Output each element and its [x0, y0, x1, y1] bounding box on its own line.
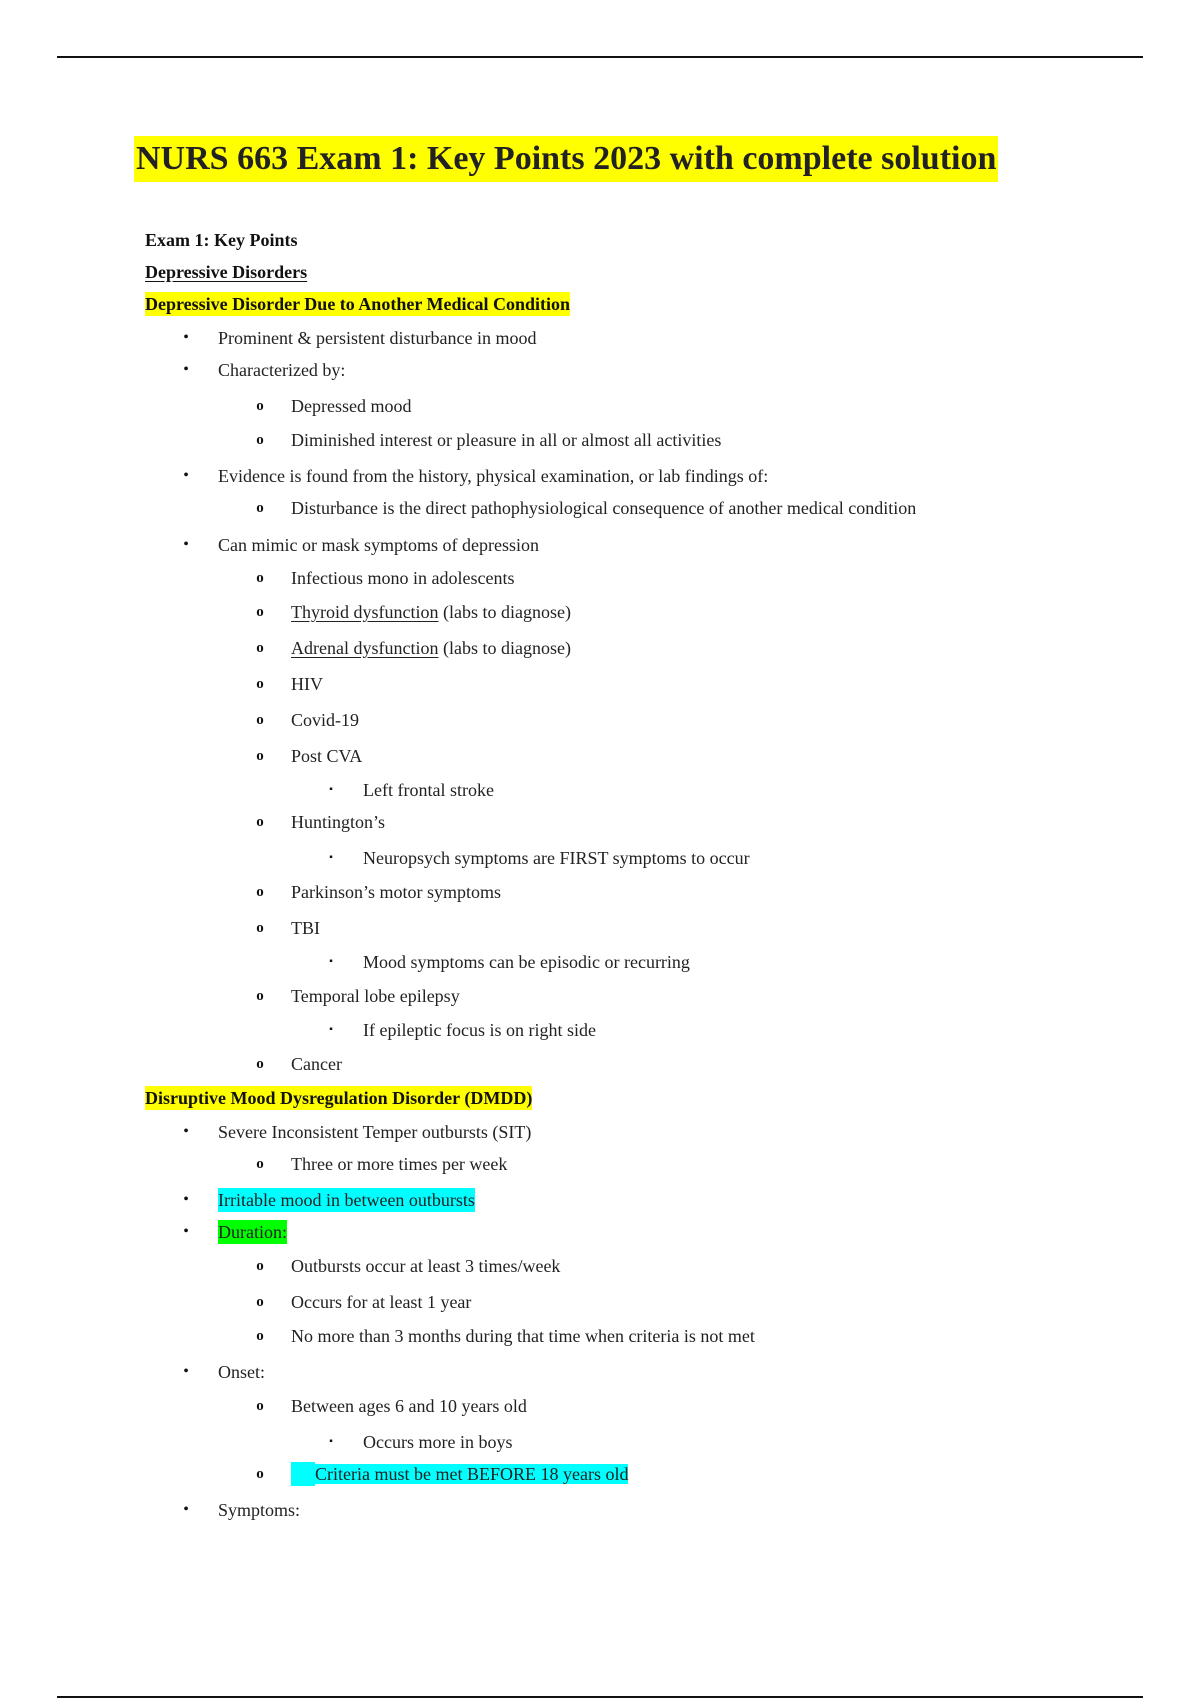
square-marker: ▪	[329, 784, 333, 795]
circle-marker: o	[256, 1156, 264, 1172]
circle-marker: o	[256, 1056, 264, 1072]
circle-marker: o	[256, 748, 264, 764]
square-marker: ▪	[329, 956, 333, 967]
circle-marker: o	[256, 500, 264, 516]
square-marker: ▪	[329, 1024, 333, 1035]
bullet-marker: •	[183, 361, 189, 378]
top-rule	[57, 56, 1143, 58]
highlighted-text: Irritable mood in between outbursts	[218, 1190, 475, 1210]
subsection-heading: Depressive Disorder Due to Another Medical Condition	[145, 294, 570, 314]
bullet-marker: •	[183, 1123, 189, 1140]
circle-marker: o	[256, 570, 264, 586]
circle-marker: o	[256, 1398, 264, 1414]
bullet-marker: •	[183, 1223, 189, 1240]
circle-marker: o	[256, 1294, 264, 1310]
subsection-heading: Disruptive Mood Dysregulation Disorder (DMDD)	[145, 1088, 533, 1108]
circle-marker: o	[256, 1258, 264, 1274]
bullet-marker: •	[183, 1191, 189, 1208]
square-marker: ▪	[329, 1436, 333, 1447]
section-heading: Depressive Disorders	[145, 262, 308, 282]
circle-marker: o	[256, 604, 264, 620]
circle-marker: o	[256, 432, 264, 448]
bullet-marker: •	[183, 1363, 189, 1380]
document-title: NURS 663 Exam 1: Key Points 2023 with complete solution	[134, 136, 998, 182]
square-marker: ▪	[329, 852, 333, 863]
circle-marker: o	[256, 814, 264, 830]
exam-heading: Exam 1: Key Points	[145, 230, 298, 250]
highlighted-text: Criteria must be met BEFORE 18 years old	[315, 1464, 629, 1484]
highlight-pad	[291, 1462, 315, 1486]
circle-marker: o	[256, 712, 264, 728]
underlined-term: Thyroid dysfunction	[291, 602, 439, 622]
circle-marker: o	[256, 1328, 264, 1344]
highlighted-text: Duration:	[218, 1222, 287, 1242]
bullet-marker: •	[183, 329, 189, 346]
bullet-marker: •	[183, 536, 189, 553]
circle-marker: o	[256, 884, 264, 900]
circle-marker: o	[256, 988, 264, 1004]
bullet-marker: •	[183, 467, 189, 484]
circle-marker: o	[256, 1466, 264, 1482]
circle-marker: o	[256, 398, 264, 414]
circle-marker: o	[256, 640, 264, 656]
circle-marker: o	[256, 920, 264, 936]
bullet-marker: •	[183, 1501, 189, 1518]
underlined-term: Adrenal dysfunction	[291, 638, 439, 658]
bottom-rule	[57, 1696, 1143, 1698]
circle-marker: o	[256, 676, 264, 692]
